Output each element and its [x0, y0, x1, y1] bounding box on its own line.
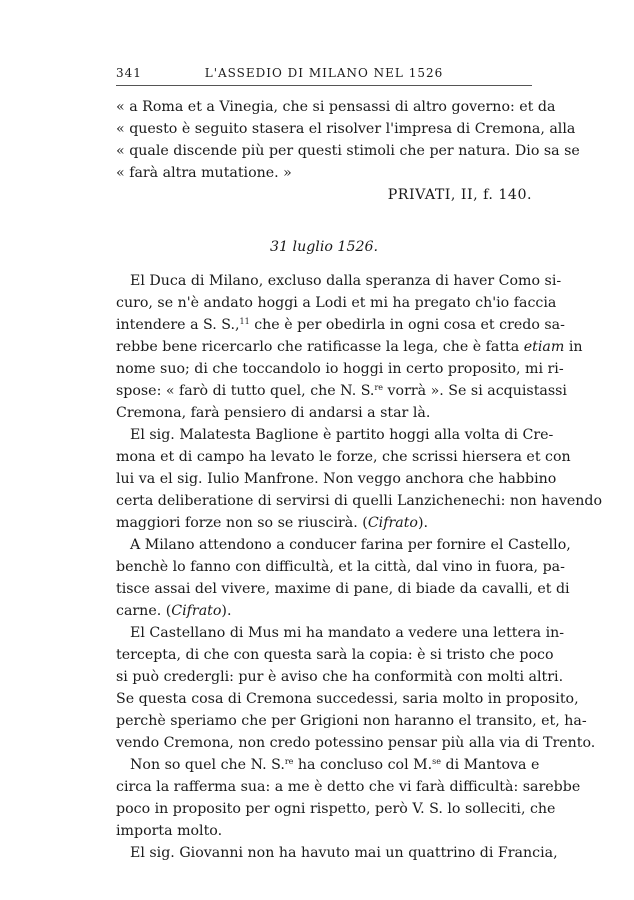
superscript: re — [374, 383, 383, 392]
quote-line: « quale discende più per questi stimoli che per natura. Dio sa se — [116, 143, 580, 159]
text-span: che è per obedirla in ogni cosa et credo sa- — [249, 317, 565, 333]
text-span: ). — [417, 515, 428, 531]
text-span: spose: « farò di tutto quel, che N. S. — [116, 383, 375, 399]
paragraph — [116, 424, 603, 534]
text-line: nome suo; di che toccandolo io hoggi in certo proposito, mi ri- — [116, 361, 564, 377]
italic-word: etiam — [523, 339, 565, 355]
text-line: circa la rafferma sua: a me è detto che vi farà difficultà: sarebbe — [116, 779, 581, 795]
text-line: tisce assai del vivere, maxime di pane, di biade da cavalli, et di — [116, 581, 570, 597]
text-span: intendere a S. S., — [116, 317, 240, 333]
text-line: Se questa cosa di Cremona succedessi, saria molto in proposito, — [116, 691, 579, 707]
paragraph — [116, 270, 583, 424]
text-line: lui va el sig. Iulio Manfrone. Non veggo anchora che habbino — [116, 471, 557, 487]
text-line: A Milano attendono a conducer farina per fornire el Castello, — [130, 537, 571, 553]
paragraph — [116, 842, 558, 864]
text-span: Non so quel che N. S. — [130, 757, 285, 773]
italic-word: Cifrato — [367, 515, 418, 531]
text-line: importa molto. — [116, 823, 223, 839]
text-span: vorrà ». Se si acquistassi — [383, 383, 567, 399]
text-line: tercepta, di che con questa sarà la copia: è si tristo che poco — [116, 647, 554, 663]
text-line: certa deliberatione di servirsi di quelli Lanzichenechi: non havendo — [116, 493, 603, 509]
paragraph — [116, 534, 571, 622]
text-line — [116, 600, 532, 622]
text-line — [116, 380, 567, 402]
quote-source: PRIVATI, II, f. 140. — [387, 187, 532, 203]
page-body — [116, 96, 603, 864]
text-line — [116, 754, 540, 776]
date-heading: 31 luglio 1526. — [269, 239, 379, 255]
paragraph — [116, 754, 581, 842]
quote-line: « farà altra mutatione. » — [116, 165, 292, 181]
page-number: 341 — [116, 66, 142, 80]
text-line: El Castellano di Mus mi ha mandato a vedere una lettera in- — [130, 625, 565, 641]
quote-line: « questo è seguito stasera el risolver l'impresa di Cremona, alla — [116, 121, 576, 137]
text-line — [116, 314, 565, 336]
text-span: in — [564, 339, 583, 355]
superscript: re — [284, 757, 294, 766]
text-line — [116, 336, 583, 358]
header-rule — [116, 85, 532, 86]
text-line: El sig. Giovanni non ha havuto mai un quattrino di Francia, — [130, 845, 558, 861]
text-line: mona et di campo ha levato le forze, che scrissi hiersera et con — [116, 449, 571, 465]
text-span: ha concluso col M. — [293, 757, 433, 773]
text-line — [116, 512, 532, 534]
text-span: maggiori forze non so se riuscirà. ( — [116, 515, 368, 531]
italic-word: Cifrato — [171, 603, 222, 619]
text-line: benchè lo fanno con difficultà, et la città, dal vino in fuora, pa- — [116, 559, 565, 575]
text-line: vendo Cremona, non credo potessino pensar più alla via di Trento. — [116, 735, 596, 751]
running-title: L'ASSEDIO DI MILANO NEL 1526 — [204, 66, 444, 80]
text-line: si può credergli: pur è aviso che ha conformità con molti altri. — [116, 669, 564, 685]
superscript: se — [432, 757, 442, 766]
text-span: ). — [221, 603, 232, 619]
footnote-ref: 11 — [239, 317, 250, 326]
text-span: carne. ( — [116, 603, 172, 619]
text-span: di Mantova e — [441, 757, 540, 773]
text-line: El Duca di Milano, excluso dalla speranza di haver Como si- — [130, 273, 562, 289]
quote-line: « a Roma et a Vinegia, che si pensassi di altro governo: et da — [116, 99, 556, 115]
quote-block — [116, 96, 580, 206]
text-line: El sig. Malatesta Baglione è partito hoggi alla volta di Cre- — [130, 427, 554, 443]
text-line: Cremona, farà pensiero di andarsi a star là. — [116, 405, 431, 421]
paragraph — [116, 622, 596, 754]
text-span: rebbe bene ricercarlo che ratificasse la lega, che è fatta — [116, 339, 524, 355]
text-line: curo, se n'è andato hoggi a Lodi et mi ha pregato ch'io faccia — [116, 295, 557, 311]
text-line: poco in proposito per ogni rispetto, però V. S. lo solleciti, che — [116, 801, 556, 817]
text-line: perchè speriamo che per Grigioni non haranno el transito, et, ha- — [116, 713, 587, 729]
